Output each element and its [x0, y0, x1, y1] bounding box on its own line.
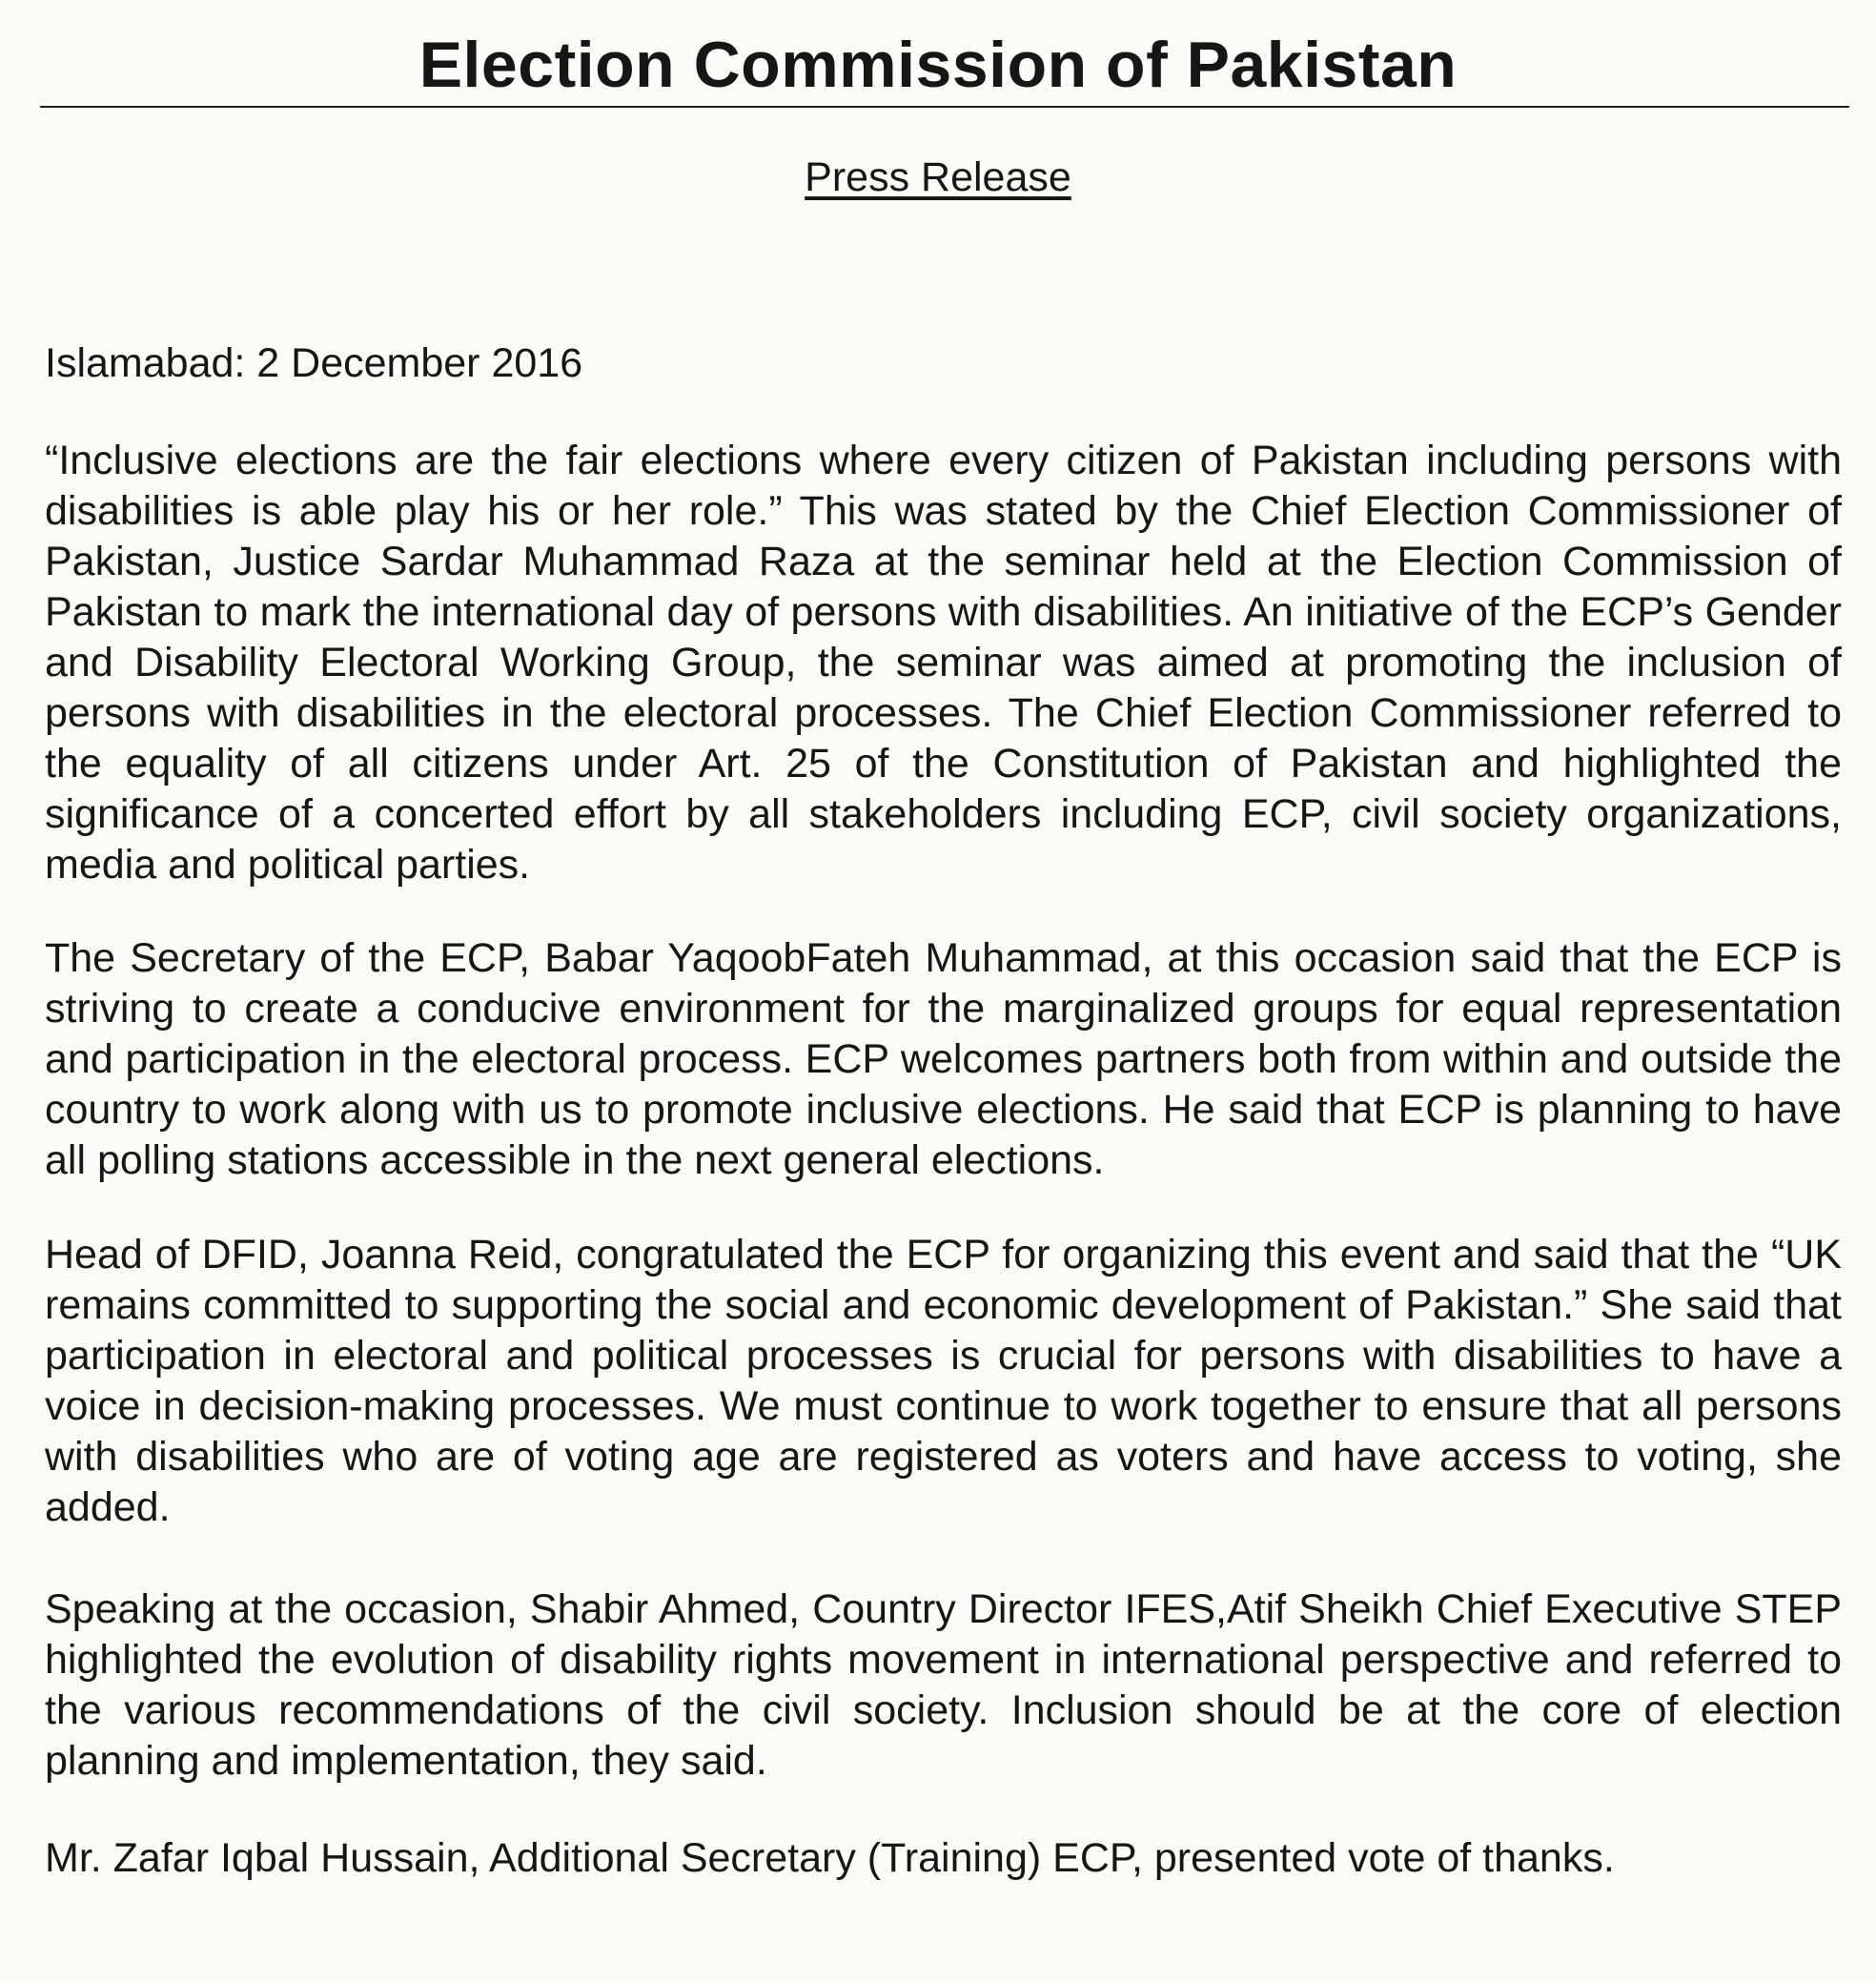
document-title: Election Commission of Pakistan [418, 29, 1458, 101]
document-subtitle: Press Release [805, 154, 1071, 200]
paragraph-3: Head of DFID, Joanna Reid, congratulated the ECP for organizing this event and said that the “UK remains committed to supporting the social and economic development of Pakistan.” She said that participation in electoral and political processes is crucial for persons with disabilities to have a voice in decision-making processes. We must continue to work together to ensure that all persons with disabilities who are of voting age are registered as voters and have access to voting, she added. [45, 1232, 1842, 1530]
paragraph-5: Mr. Zafar Iqbal Hussain, Additional Secretary (Training) ECP, presented vote of thanks. [45, 1835, 1615, 1881]
title-divider [40, 106, 1849, 108]
dateline: Islamabad: 2 December 2016 [45, 340, 583, 386]
paragraph-2: The Secretary of the ECP, Babar YaqoobFateh Muhammad, at this occasion said that the ECP is striving to create a conducive environment for the marginalized groups for equal representation and participation in the electoral process. ECP welcomes partners both from within and outside the country to work along with us to promote inclusive elections. He said that ECP is planning to have all polling stations accessible in the next general elections. [45, 935, 1842, 1183]
paragraph-4: Speaking at the occasion, Shabir Ahmed, Country Director IFES,Atif Sheikh Chief Executive STEP highlighted the evolution of disability rights movement in international perspective and referred to the various recommendations of the civil society. Inclusion should be at the core of election planning and implementation, they said. [45, 1586, 1842, 1784]
paragraph-1: “Inclusive elections are the fair elections where every citizen of Pakistan including persons with disabilities is able play his or her role.” This was stated by the Chief Election Commissioner of Pakistan, Justice Sardar Muhammad Raza at the seminar held at the Election Commission of Pakistan to mark the international day of persons with disabilities. An initiative of the ECP’s Gender and Disability Electoral Working Group, the seminar was aimed at promoting the inclusion of persons with disabilities in the electoral processes. The Chief Election Commissioner referred to the equality of all citizens under Art. 25 of the Constitution of Pakistan and highlighted the significance of a concerted effort by all stakeholders including ECP, civil society organizations, media and political parties. [45, 438, 1842, 888]
